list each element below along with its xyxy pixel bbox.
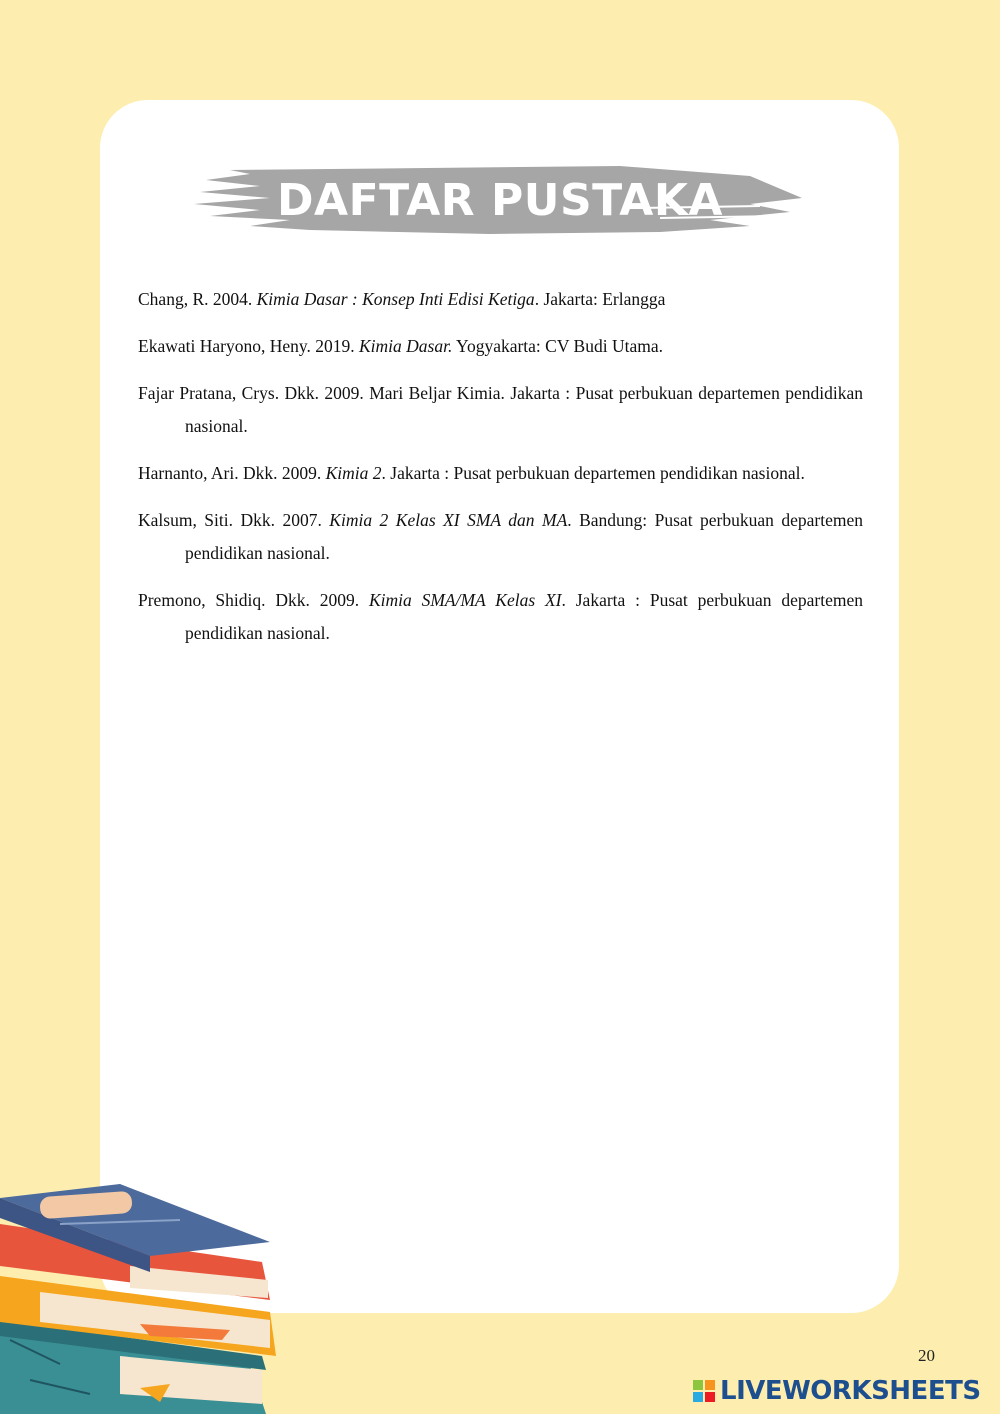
reference-publisher: . Jakarta : Pusat perbukuan departemen pendidikan nasional. (381, 463, 805, 483)
content-card (100, 100, 899, 1313)
reference-text: Fajar Pratana, Crys. Dkk. 2009. Mari Beljar Kimia. Jakarta : Pusat perbukuan departemen pendidikan nasional. (138, 383, 863, 436)
reference-publisher: . Jakarta: Erlangga (534, 289, 666, 309)
brand-watermark (692, 1374, 981, 1408)
reference-publisher: . Bandung: Pusat perbukuan departemen pendidikan nasional. (185, 510, 863, 563)
reference-author-year: Harnanto, Ari. Dkk. 2009. (138, 463, 326, 483)
reference-title: Kimia SMA/MA Kelas XI (368, 590, 562, 610)
reference-item (138, 330, 863, 363)
reference-item (138, 377, 863, 443)
book-stack-illustration (0, 1180, 280, 1414)
page-title: DAFTAR PUSTAKA (277, 174, 723, 226)
title-banner (190, 160, 810, 240)
reference-item (138, 457, 863, 490)
reference-author-year: Chang, R. 2004. (138, 289, 257, 309)
liveworksheets-logo-icon (692, 1379, 716, 1403)
reference-title: Kimia Dasar. (358, 336, 453, 356)
reference-item (138, 283, 863, 316)
reference-item (138, 584, 863, 650)
reference-item (138, 504, 863, 570)
reference-title: Kimia 2 (325, 463, 382, 483)
reference-author-year: Premono, Shidiq. Dkk. 2009. (138, 590, 369, 610)
reference-author-year: Ekawati Haryono, Heny. 2019. (138, 336, 359, 356)
reference-list (138, 283, 863, 664)
page-number: 20 (918, 1346, 935, 1365)
reference-publisher: . Jakarta : Pusat perbukuan departemen pendidikan nasional. (185, 590, 863, 643)
reference-title: Kimia 2 Kelas XI SMA dan MA (329, 510, 568, 530)
reference-title: Kimia Dasar : Konsep Inti Edisi Ketiga (256, 289, 535, 309)
reference-author-year: Kalsum, Siti. Dkk. 2007. (138, 510, 330, 530)
brand-name: LIVEWORKSHEETS (720, 1376, 981, 1406)
reference-publisher: Yogyakarta: CV Budi Utama. (452, 336, 663, 356)
